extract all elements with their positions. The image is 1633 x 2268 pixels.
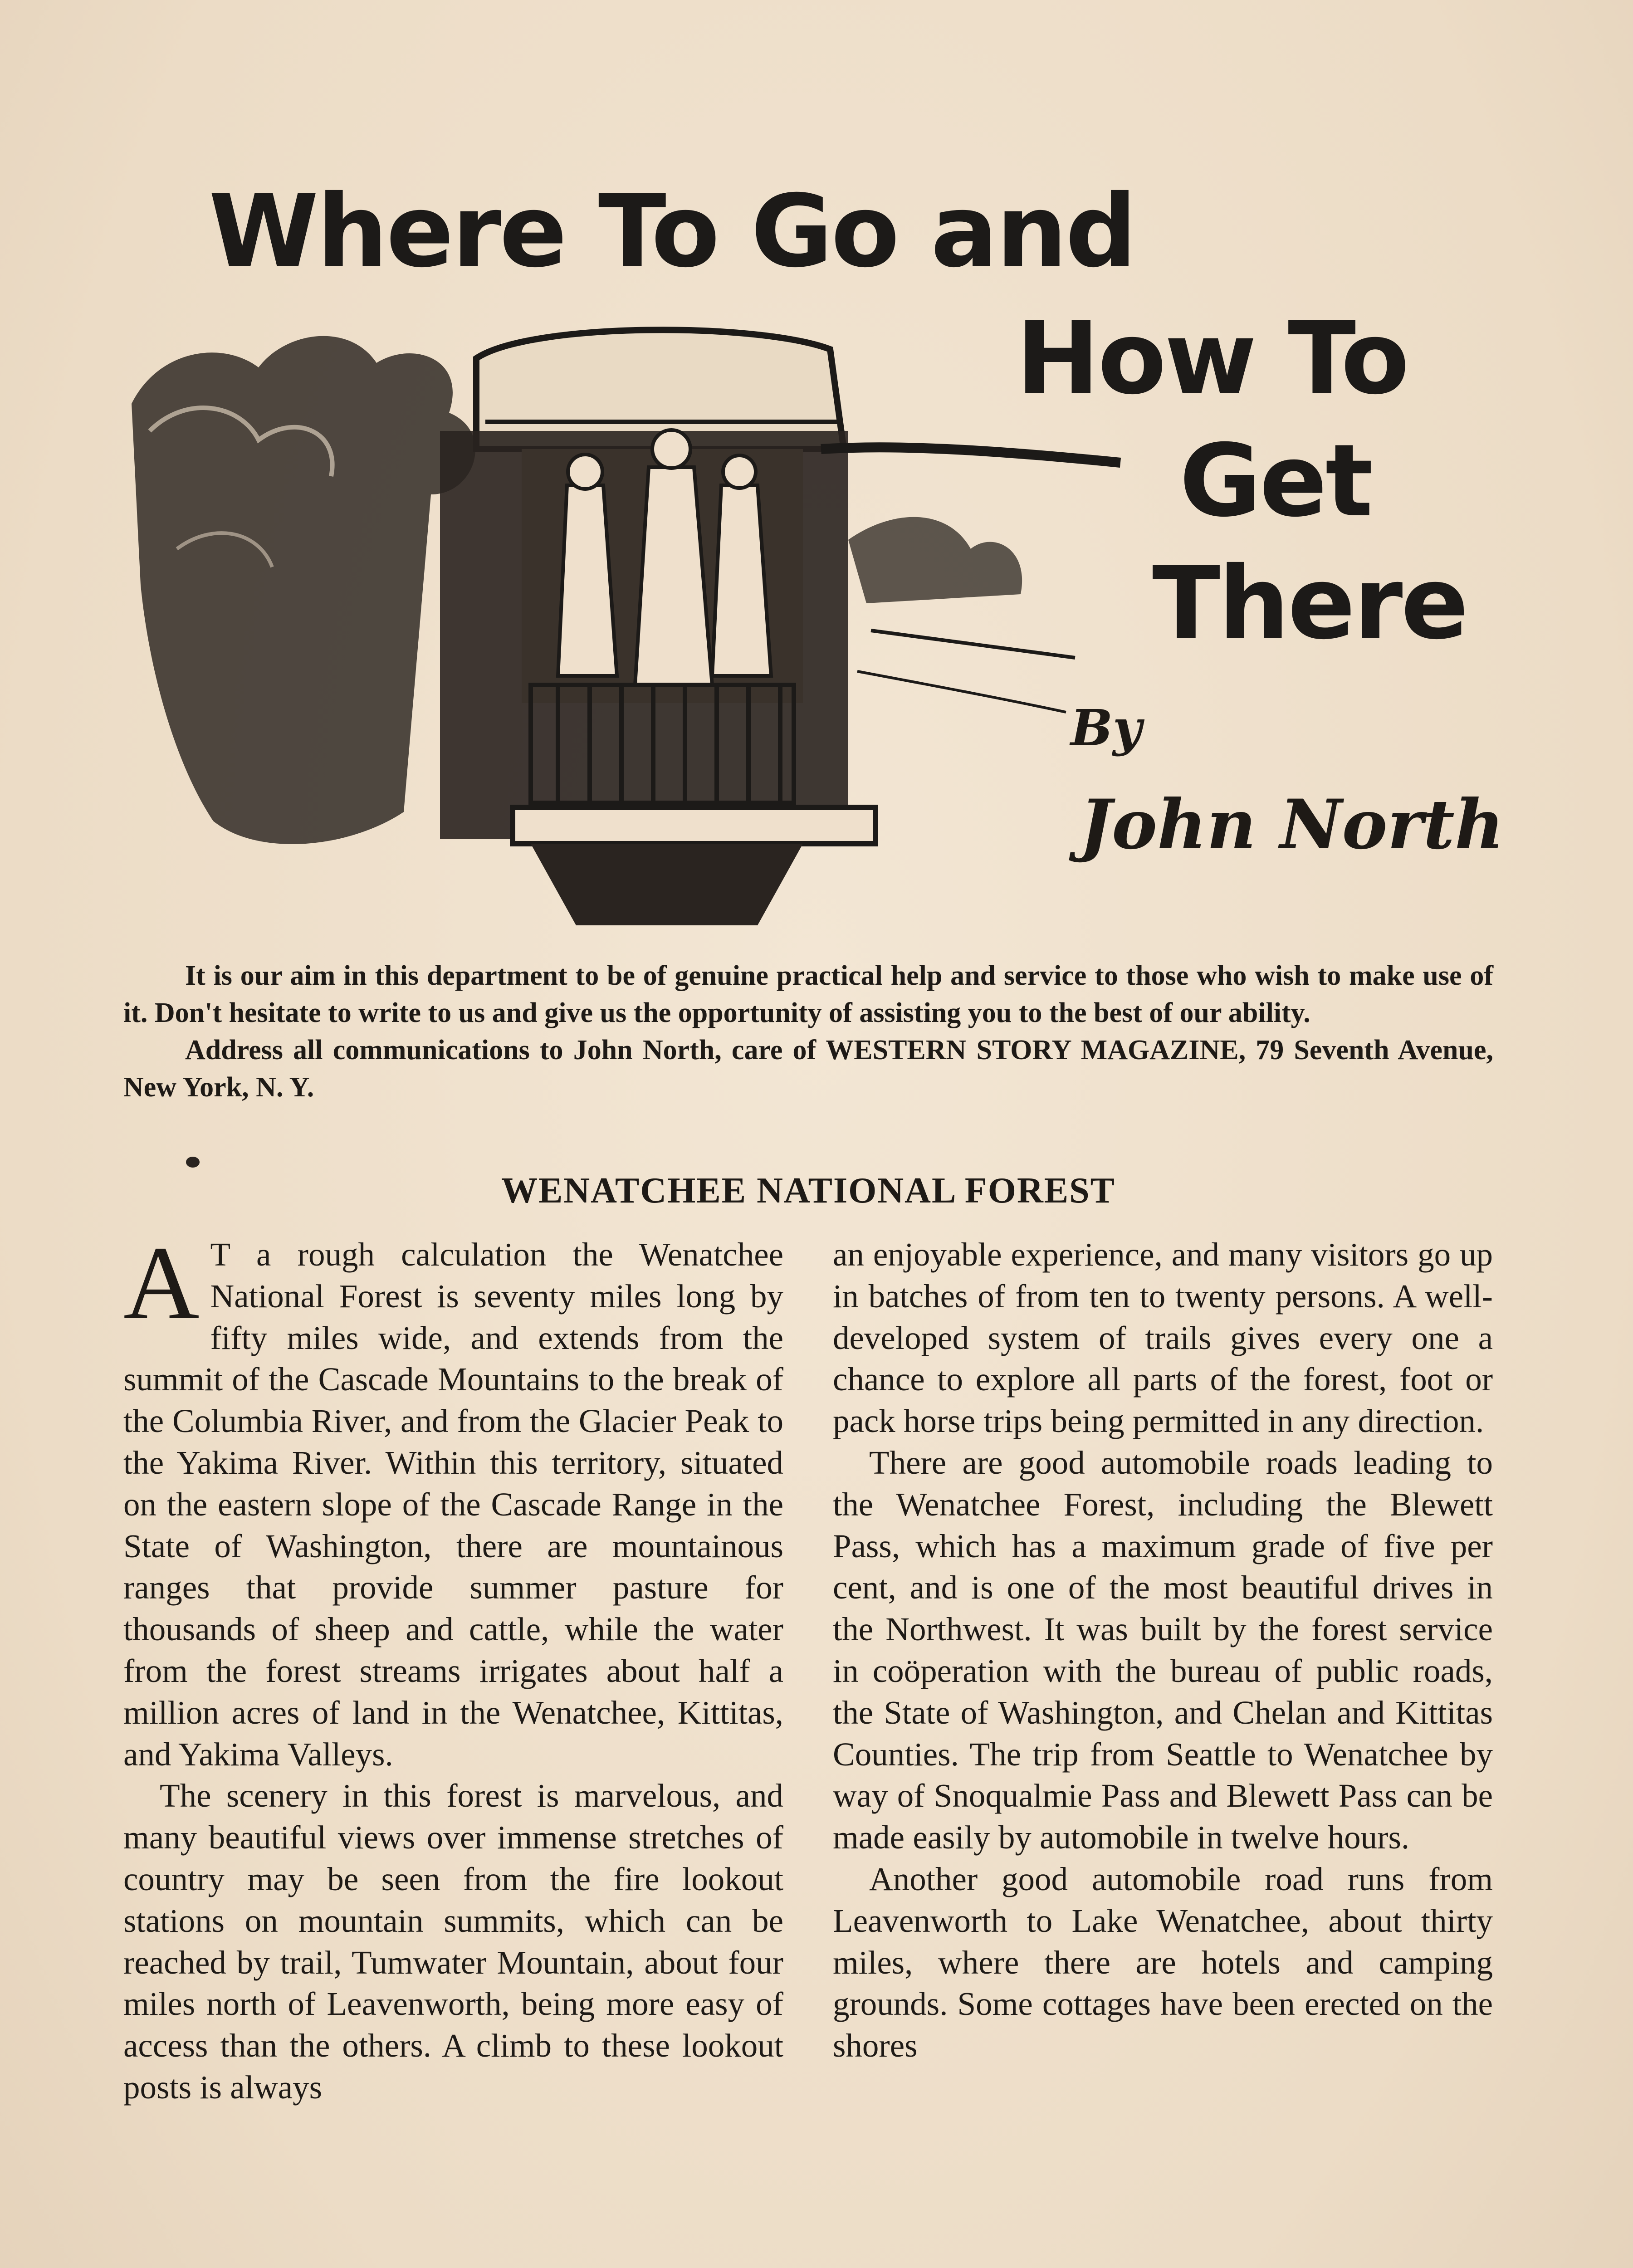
byline-author: John North [1080, 785, 1504, 865]
drop-cap: A [123, 1225, 200, 1341]
article-paragraph: The scenery in this forest is marvelous, and many beautiful views over immense stretches of country may be seen from the fire lookout stations on mountain summits, which can be reached by trail, Tumwater Mountain, about four miles north of Leavenworth, being more easy of access than the others. A climb to these lookout posts is always [123, 1777, 783, 2106]
intro-paragraph-1: It is our aim in this department to be of genuine practical help and service to those who wish to make use of it. Don't hesitate to write to us and give us the opportunity of assisting you to the best of our ability. [123, 960, 1493, 1028]
article-heading: WENATCHEE NATIONAL FOREST [501, 1171, 1115, 1211]
ink-speck [186, 1157, 200, 1168]
intro-notice [123, 957, 1493, 1106]
title-line-3: Get [1179, 423, 1371, 539]
article-column-2 [833, 1234, 1493, 2067]
paragraph-text: T a rough calculation the Wenatchee National Forest is seventy miles long by fifty miles wide, and extends from the summit of the Cascade Mountains to the break of the Columbia River, and from the Glacier Peak to the Yakima River. Within this territory, situated on the eastern slope of the Cascade Range in the State of Washington, there are mountainous ranges that provide summer pasture for thousands of sheep and cattle, while the water from the forest streams irrigates about half a million acres of land in the Wenatchee, Kittitas, and Yakima Valleys. [123, 1236, 783, 1773]
byline-by: By [1071, 699, 1142, 757]
article-paragraph [123, 1225, 783, 1775]
article-paragraph: Another good automobile road runs from Leavenworth to Lake Wenatchee, about thirty miles, where there are hotels and camping grounds. Some cottages have been erected on the shores [833, 1860, 1493, 2064]
article-column-1 [123, 1225, 783, 2108]
title-line-4: There [1152, 545, 1467, 661]
train-illustration [122, 313, 1143, 957]
title-line-1: Where To Go and [209, 173, 1135, 289]
article-paragraph: an enjoyable experience, and many visitors go up in batches of from ten to twenty persons. A well-developed system of trails gives every one a chance to explore all parts of the forest, foot or pack horse trips being permitted in any direction. [833, 1236, 1493, 1440]
intro-paragraph-2: Address all communications to John North, care of WESTERN STORY MAGAZINE, 79 Seventh Avenue, New York, N. Y. [123, 1035, 1493, 1103]
title-line-2: How To [1016, 300, 1408, 416]
article-paragraph: There are good automobile roads leading to the Wenatchee Forest, including the Blewett Pass, which has a maximum grade of five per cent, and is one of the most beautiful drives in the Northwest. It was built by the forest service in coöperation with the bureau of public roads, the State of Washington, and Chelan and Kittitas Counties. The trip from Seattle to Wenatchee by way of Snoqualmie Pass and Blewett Pass can be made easily by automobile in twelve hours. [833, 1444, 1493, 1856]
